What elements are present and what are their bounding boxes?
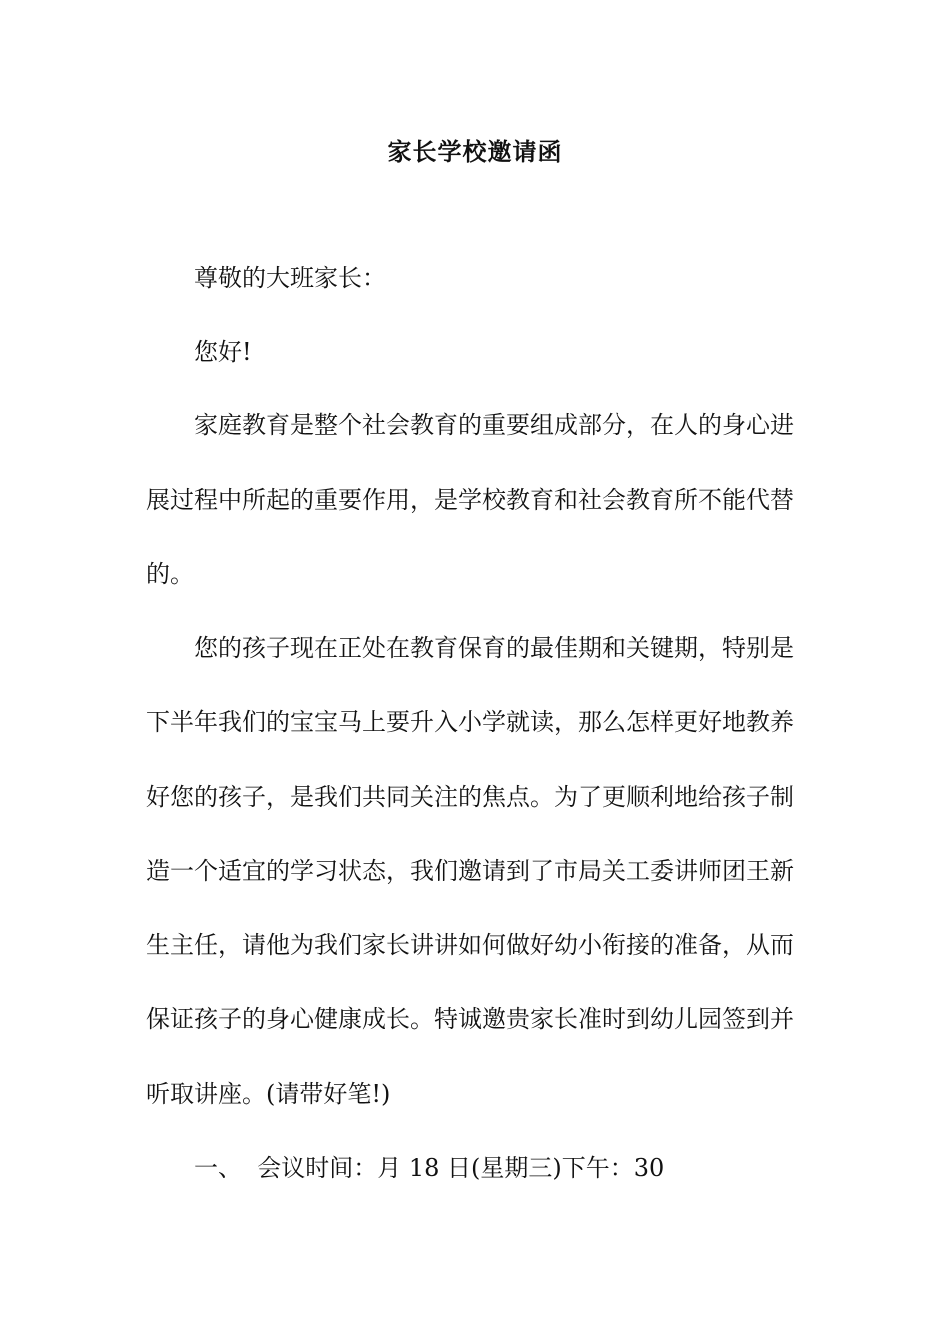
meeting-time-item: 一、 会议时间：月 18 日(星期三)下午：30 <box>194 1154 665 1182</box>
paragraph1-line: 展过程中所起的重要作用，是学校教育和社会教育所不能代替 <box>146 486 794 514</box>
salutation: 尊敬的大班家长： <box>194 264 386 292</box>
paragraph1-line: 的。 <box>146 560 194 588</box>
greeting: 您好! <box>194 338 252 366</box>
paragraph2-line: 造一个适宜的学习状态，我们邀请到了市局关工委讲师团王新 <box>146 857 794 885</box>
paragraph1-line: 家庭教育是整个社会教育的重要组成部分，在人的身心进 <box>194 411 794 439</box>
paragraph2-line: 您的孩子现在正处在教育保育的最佳期和关键期，特别是 <box>194 634 794 662</box>
paragraph2-line: 保证孩子的身心健康成长。特诚邀贵家长准时到幼儿园签到并 <box>146 1005 794 1033</box>
paragraph2-line: 下半年我们的宝宝马上要升入小学就读，那么怎样更好地教养 <box>146 708 794 736</box>
paragraph2-line: 生主任，请他为我们家长讲讲如何做好幼小衔接的准备，从而 <box>146 931 794 959</box>
paragraph2-line: 听取讲座。(请带好笔!) <box>146 1080 391 1108</box>
paragraph2-line: 好您的孩子，是我们共同关注的焦点。为了更顺利地给孩子制 <box>146 783 794 811</box>
document-title: 家长学校邀请函 <box>387 137 563 166</box>
